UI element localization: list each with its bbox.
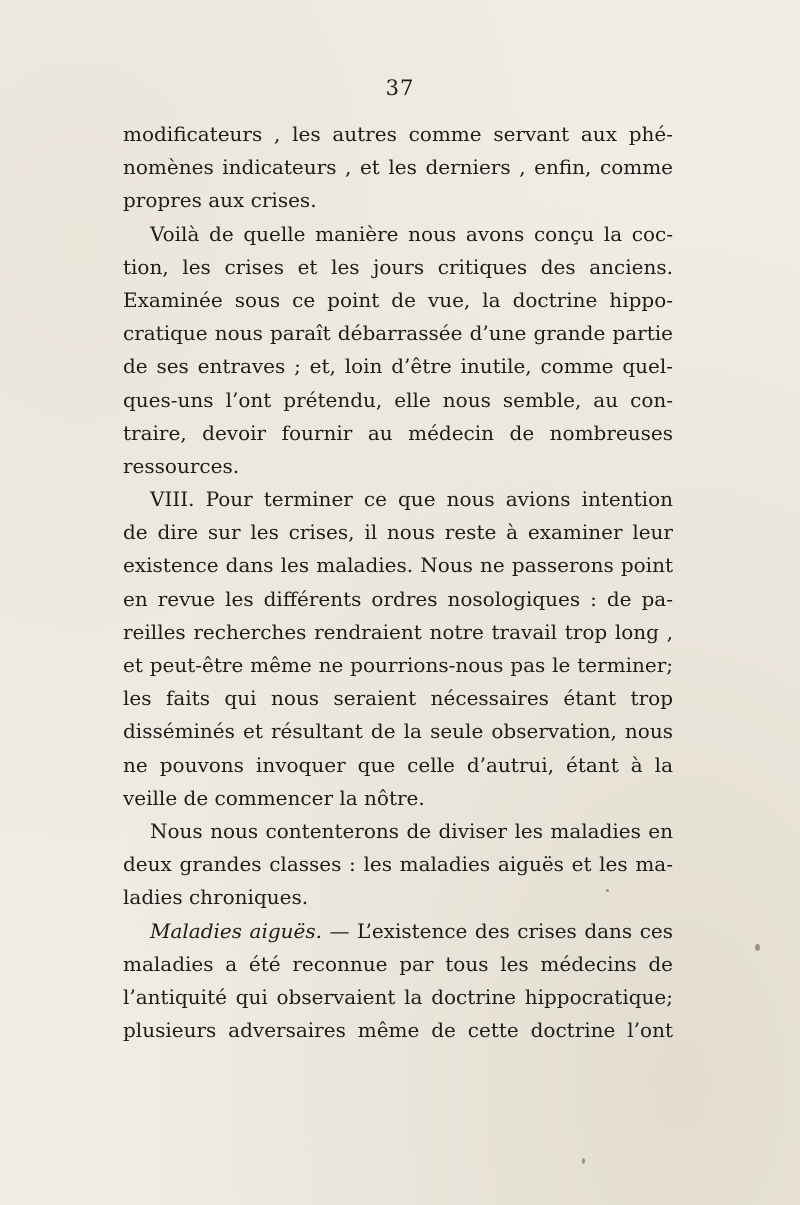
line-text: VIII. Pour terminer ce que nous avions intention [150, 487, 673, 512]
line-text: tion, les crises et les jours critiques des anciens. [123, 254, 673, 279]
line-text: existence dans les maladies. Nous ne passerons point [123, 553, 673, 578]
text-line [123, 516, 673, 549]
section-heading: Maladies aiguës. [150, 918, 322, 943]
paper-speck [582, 1158, 585, 1164]
text-line [123, 749, 673, 782]
text-line [123, 384, 673, 417]
line-text: Examinée sous ce point de vue, la doctrine hippo- [123, 287, 673, 312]
text-line [123, 583, 673, 616]
text-line [123, 151, 673, 184]
text-line [123, 981, 673, 1014]
text-line [123, 881, 673, 914]
text-line [123, 948, 673, 981]
text-line [123, 682, 673, 715]
line-text: de ses entraves ; et, loin d’être inutile, comme quel- [123, 354, 673, 379]
text-line [123, 284, 673, 317]
line-text: Voilà de quelle manière nous avons conçu la coc- [150, 221, 673, 246]
paper-speck [755, 944, 760, 951]
line-text: en revue les différents ordres nosologiques : de pa- [123, 586, 673, 611]
line-text: les faits qui nous seraient nécessaires étant trop [123, 686, 673, 711]
line-text: disséminés et résultant de la seule observation, nous [123, 719, 673, 744]
text-line [123, 915, 673, 948]
line-text: deux grandes classes : les maladies aiguës et les ma- [123, 852, 673, 877]
body-text [123, 118, 673, 1047]
text-line [123, 218, 673, 251]
text-line [123, 616, 673, 649]
line-text: ladies chroniques. [123, 885, 309, 910]
page-number: 37 [385, 76, 415, 100]
text-line [123, 317, 673, 350]
line-text: — L’existence des crises dans ces [321, 918, 673, 943]
line-text: ques-uns l’ont prétendu, elle nous semble, au con- [123, 387, 673, 412]
text-line [123, 350, 673, 383]
line-text: ne pouvons invoquer que celle d’autrui, étant à la [123, 752, 673, 777]
paper-speck [606, 889, 609, 892]
text-line [123, 450, 673, 483]
line-text: traire, devoir fournir au médecin de nombreuses [123, 420, 673, 445]
line-text: maladies a été reconnue par tous les médecins de [123, 951, 673, 976]
text-line [123, 848, 673, 881]
line-text: l’antiquité qui observaient la doctrine hippocratique; [123, 984, 673, 1009]
text-line [123, 417, 673, 450]
text-line [123, 1014, 673, 1047]
line-text: propres aux crises. [123, 188, 317, 213]
text-line [123, 184, 673, 217]
line-text: cratique nous paraît débarrassée d’une grande partie [123, 321, 673, 346]
line-text: de dire sur les crises, il nous reste à examiner leur [123, 520, 673, 545]
line-text: reilles recherches rendraient notre travail trop long , [123, 619, 673, 644]
text-line [123, 118, 673, 151]
line-text: ressources. [123, 453, 240, 478]
line-text: plusieurs adversaires même de cette doctrine l’ont [123, 1018, 673, 1043]
text-line [123, 782, 673, 815]
text-line [123, 649, 673, 682]
text-line [123, 715, 673, 748]
line-text: veille de commencer la nôtre. [123, 785, 425, 810]
line-text: Nous nous contenterons de diviser les maladies en [150, 818, 673, 843]
text-line [123, 549, 673, 582]
line-text: nomènes indicateurs , et les derniers , enfin, comme [123, 155, 673, 180]
text-line [123, 815, 673, 848]
line-text: et peut-être même ne pourrions-nous pas le terminer; [123, 653, 673, 677]
text-line [123, 251, 673, 284]
line-text: modificateurs , les autres comme servant aux phé- [123, 122, 673, 146]
text-line [123, 483, 673, 516]
